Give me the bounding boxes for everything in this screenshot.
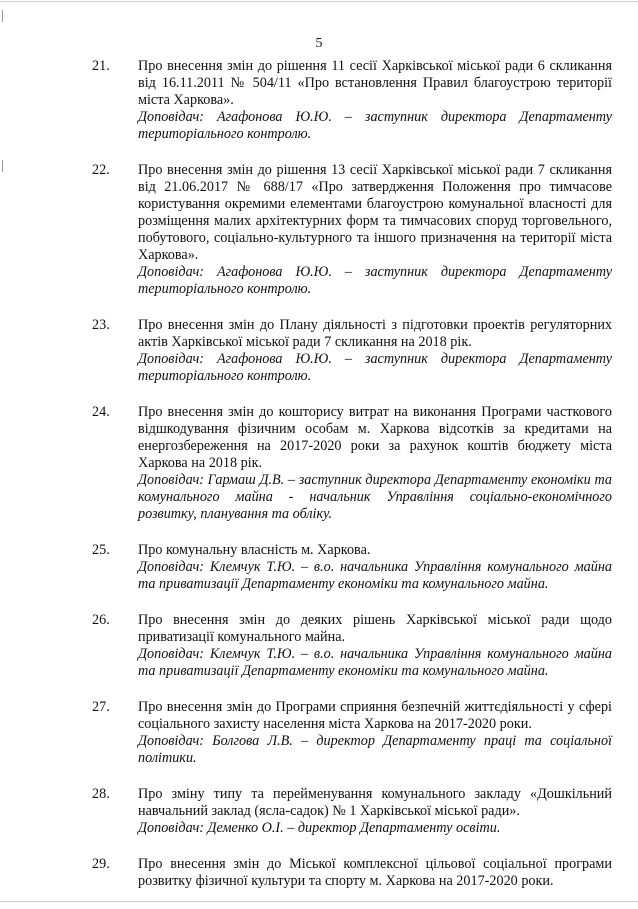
item-title: Про внесення змін до Програми сприяння безпечній життєдіяльності у сфері соціального захисту населення міста Харкова на 2017-2020 роки.: [138, 699, 612, 732]
item-speaker: Доповідач: Гармаш Д.В. – заступник директора Департаменту економіки та комунального майна - начальник Управління соціально-економічного розвитку, планування та обліку.: [138, 472, 612, 522]
agenda-item: [92, 542, 612, 593]
item-body: [138, 542, 612, 593]
item-number: 21.: [92, 58, 110, 74]
item-number: 28.: [92, 786, 110, 802]
item-title: Про внесення змін до рішення 13 сесії Харківської міської ради 7 скликання від 21.06.2017 № 688/17 «Про затвердження Положення про тимчасове користування окремими елементами благоустрою комунальної власності для розміщення малих архітектурних форм та тимчасових споруд торговельного, побутового, соціально-культурного та іншого призначення на території міста Харкова».: [138, 162, 612, 263]
agenda-item: [92, 786, 612, 837]
item-title: Про комунальну власність м. Харкова.: [138, 542, 371, 558]
item-body: [138, 162, 612, 298]
agenda-item: [92, 162, 612, 298]
page-number: 5: [315, 36, 323, 51]
agenda-item: [92, 612, 612, 680]
agenda-item: [92, 856, 612, 890]
item-body: [138, 786, 612, 837]
agenda-item: [92, 58, 612, 143]
agenda-item: [92, 317, 612, 385]
item-body: [138, 856, 612, 890]
item-title: Про внесення змін до рішення 11 сесії Харківської міської ради 6 скликання від 16.11.2011 № 504/11 «Про встановлення Правил благоустрою території міста Харкова».: [138, 58, 612, 108]
item-number: 24.: [92, 404, 110, 420]
scan-edge-bottom: [0, 901, 638, 902]
scan-edge-top: [0, 1, 638, 2]
item-speaker: Доповідач: Агафонова Ю.Ю. – заступник директора Департаменту територіального контролю.: [138, 264, 612, 297]
item-number: 27.: [92, 699, 110, 715]
item-speaker: Доповідач: Клемчук Т.Ю. – в.о. начальника Управління комунального майна та приватизації Департаменту економіки та комунального майна.: [138, 646, 612, 679]
item-body: [138, 404, 612, 523]
item-title: Про зміну типу та перейменування комунального закладу «Дошкільний навчальний заклад (ясла-садок) № 1 Харківської міської ради».: [138, 786, 612, 819]
item-speaker: Доповідач: Агафонова Ю.Ю. – заступник директора Департаменту територіального контролю.: [138, 109, 612, 142]
item-body: [138, 699, 612, 767]
item-number: 26.: [92, 612, 110, 628]
item-speaker: Доповідач: Болгова Л.В. – директор Департаменту праці та соціальної політики.: [138, 733, 612, 766]
agenda-item: [92, 404, 612, 523]
scan-mark: [2, 10, 3, 22]
item-number: 23.: [92, 317, 110, 333]
item-body: [138, 317, 612, 385]
item-speaker: Доповідач: Клемчук Т.Ю. – в.о. начальника Управління комунального майна та приватизації Департаменту економіки та комунального майна.: [138, 559, 612, 592]
item-speaker: Доповідач: Деменко О.І. – директор Департаменту освіти.: [138, 820, 501, 836]
agenda-item: [92, 699, 612, 767]
scan-mark: [2, 160, 3, 172]
item-number: 25.: [92, 542, 110, 558]
item-body: [138, 58, 612, 143]
agenda-list: [92, 58, 612, 909]
item-number: 22.: [92, 162, 110, 178]
item-title: Про внесення змін до Міської комплексної цільової соціальної програми розвитку фізичної культури та спорту м. Харкова на 2017-2020 роки.: [138, 856, 612, 889]
item-body: [138, 612, 612, 680]
item-title: Про внесення змін до кошторису витрат на виконання Програми часткового відшкодування фізичним особам м. Харкова відсотків за кредитами на енергозбереження на 2017-2020 роки за рахунок коштів бюджету міста Харкова на 2018 рік.: [138, 404, 612, 471]
item-title: Про внесення змін до Плану діяльності з підготовки проектів регуляторних актів Харківської міської ради 7 скликання на 2018 рік.: [138, 317, 612, 350]
item-speaker: Доповідач: Агафонова Ю.Ю. – заступник директора Департаменту територіального контролю.: [138, 351, 612, 384]
item-number: 29.: [92, 856, 110, 872]
item-title: Про внесення змін до деяких рішень Харківської міської ради щодо приватизації комунального майна.: [138, 612, 612, 645]
